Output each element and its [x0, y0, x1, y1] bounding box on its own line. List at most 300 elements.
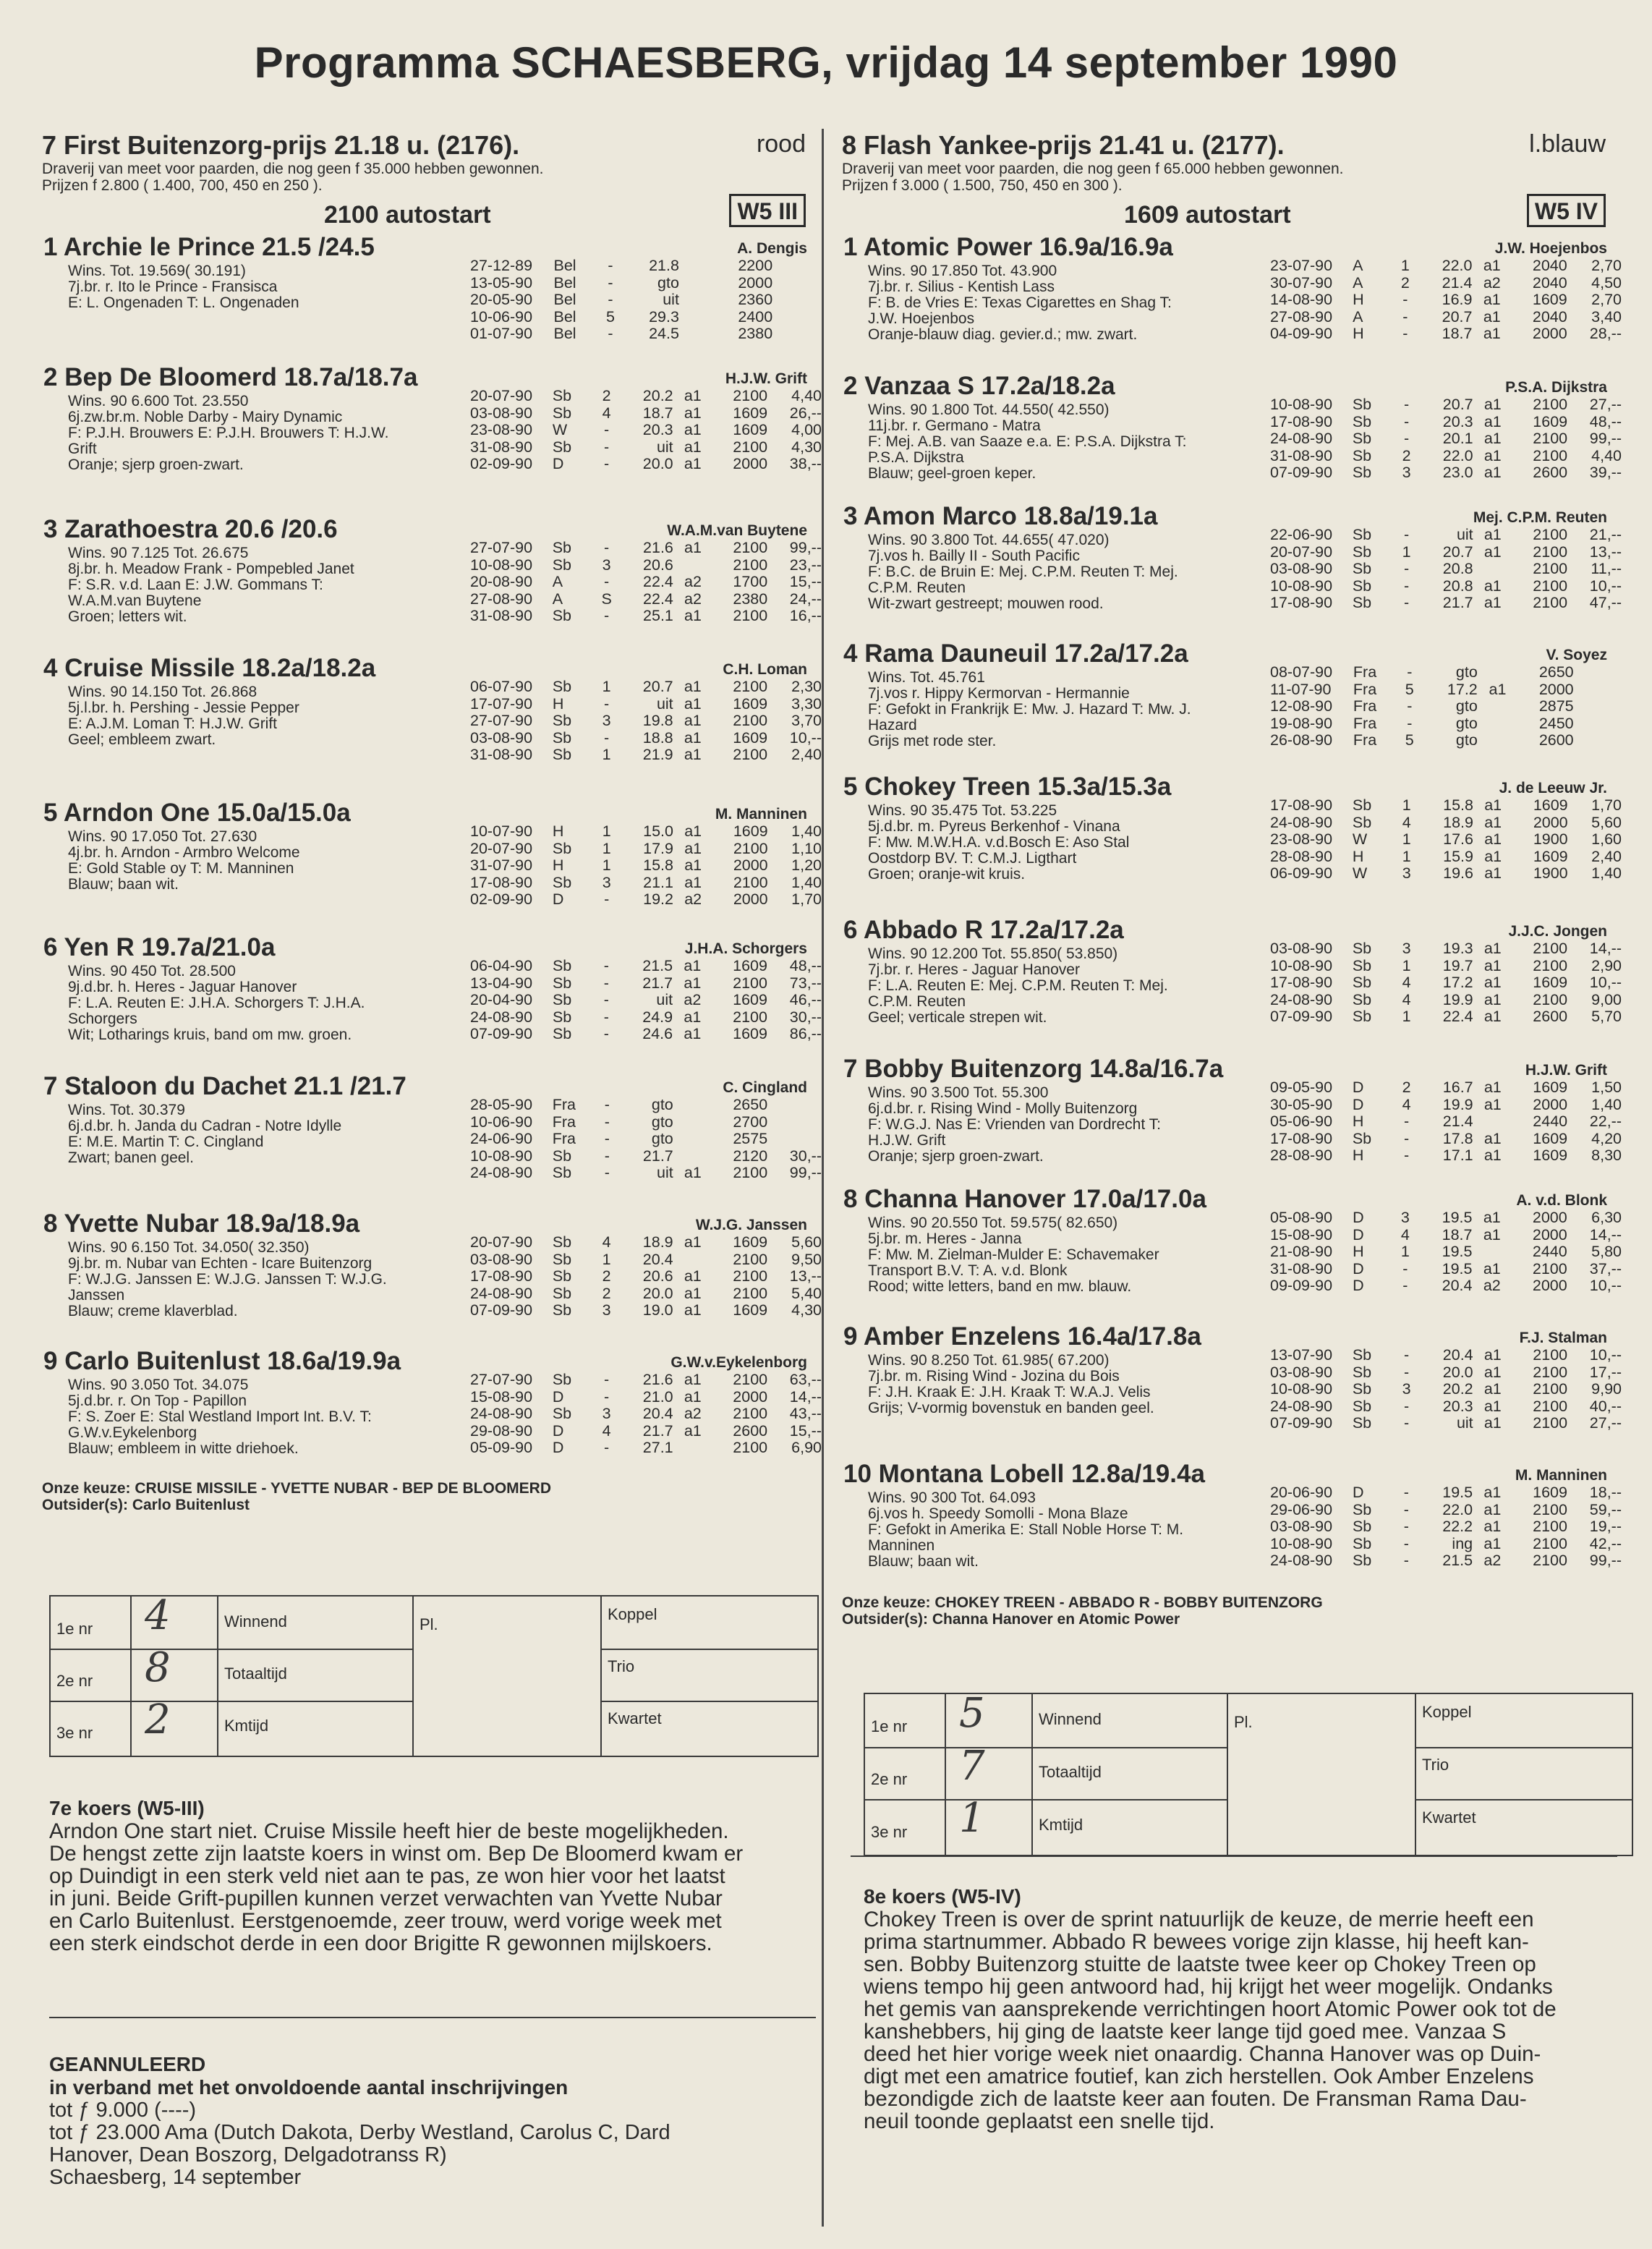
result-cell: [774, 292, 823, 309]
horse-entry: [842, 502, 1623, 639]
result-cell: 2360: [738, 291, 773, 308]
result-cell: 1609: [1533, 1079, 1568, 1096]
result-row: [469, 696, 823, 713]
result-cell: Sb: [1352, 594, 1372, 611]
result-cell: 21.4: [1442, 273, 1473, 292]
result-cell: Sb: [1352, 1363, 1372, 1381]
result-cell: gto: [1455, 714, 1478, 732]
result-row: [469, 730, 823, 747]
result-cell: Sb: [1352, 543, 1372, 561]
horse-info-line: H.J.W. Grift: [868, 1132, 946, 1149]
result-cell: ing: [1452, 1534, 1473, 1552]
result-cell: 07-09-90: [470, 1301, 533, 1319]
horse-info-line: F: L.A. Reuten E: Mej. C.P.M. Reuten T: Mej.: [868, 977, 1168, 994]
result-cell: 2600: [1533, 464, 1568, 481]
comment-line: wiens tempo hij geen antwoord had, hij krijgt het weer mogelijk. Ondanks: [864, 1975, 1553, 1999]
result-row: [469, 1406, 823, 1423]
result-cell: 3: [602, 1301, 611, 1319]
result-row: [469, 258, 823, 275]
result-cell: Sb: [1352, 956, 1372, 974]
result-row: [1269, 309, 1623, 326]
results-table: [1269, 258, 1623, 343]
result-cell: 06-07-90: [470, 678, 533, 695]
result-cell: 2700: [733, 1113, 768, 1131]
result-cell: 1609: [1533, 1484, 1567, 1501]
result-cell: [681, 292, 715, 309]
horse-info-line: Wit; Lotharings kruis, band om mw. groen.: [68, 1026, 352, 1043]
result-cell: 2440: [1532, 1243, 1567, 1260]
horse-name: 5 Arndon One 15.0a/15.0a: [43, 799, 351, 827]
result-cell: 29.3: [649, 307, 679, 326]
result-cell: 2100: [733, 873, 768, 891]
result-cell: a1: [684, 1284, 702, 1302]
result-cell: a1: [684, 607, 702, 624]
result-cell: Sb: [552, 438, 572, 456]
result-cell: 2100: [733, 1008, 767, 1026]
result-cell: 2100: [1533, 1380, 1568, 1398]
result-cell: 17.8: [1442, 1129, 1473, 1147]
result-cell: a1: [1483, 1147, 1502, 1164]
result-cell: 2,40: [791, 746, 822, 763]
result-row: [469, 823, 823, 841]
horse-info-line: Manninen: [868, 1537, 935, 1554]
result-cell: a1: [1483, 974, 1502, 991]
result-cell: D: [1352, 1095, 1364, 1113]
result-cell: [681, 275, 715, 292]
race-color: l.blauw: [1529, 130, 1606, 158]
result-cell: [675, 1131, 711, 1148]
race-conditions: [842, 161, 1623, 194]
horse-entry: [842, 1460, 1623, 1594]
result-cell: Sb: [552, 712, 572, 729]
result-cell: -: [604, 1130, 610, 1147]
result-cell: 2100: [1533, 577, 1568, 595]
horse-info-line: Rood; witte letters, band en mw. blauw.: [868, 1278, 1132, 1295]
horse-info-line: G.W.v.Eykelenborg: [68, 1424, 197, 1441]
result-cell: 27-07-90: [470, 712, 533, 729]
horse-info-line: J.W. Hoejenbos: [868, 310, 975, 327]
bet-type-label: Trio: [608, 1657, 635, 1675]
result-cell: 2600: [1533, 1008, 1568, 1025]
results-table: [1269, 396, 1623, 482]
result-row: [469, 1285, 823, 1303]
horse-entry: [42, 933, 823, 1072]
result-cell: D: [552, 1439, 564, 1456]
result-cell: 1609: [1533, 1147, 1568, 1164]
trainer-name: C.H. Loman: [723, 661, 807, 678]
result-cell: 27-08-90: [470, 590, 533, 608]
result-cell: 20-05-90: [470, 291, 533, 308]
result-cell: 13-04-90: [470, 974, 533, 992]
result-cell: D: [552, 1421, 564, 1440]
result-cell: Sb: [552, 1164, 572, 1181]
horse-info-line: E: L. Ongenaden T: L. Ongenaden: [68, 294, 299, 311]
result-cell: -: [1403, 1346, 1410, 1364]
result-cell: a1: [1483, 1259, 1501, 1277]
result-cell: 38,--: [789, 455, 822, 472]
result-row: [1269, 275, 1623, 292]
result-cell: 1609: [733, 822, 768, 840]
result-cell: 17.2: [1442, 974, 1473, 991]
result-cell: 4,40: [1591, 446, 1622, 464]
result-cell: Sb: [552, 1301, 572, 1319]
result-cell: 08-07-90: [1270, 663, 1333, 681]
result-cell: 2100: [733, 556, 768, 574]
result-cell: 24-08-90: [470, 1164, 533, 1181]
result-cell: a1: [1483, 446, 1502, 464]
result-cell: 22.4: [643, 590, 673, 608]
result-cell: 1609: [733, 694, 768, 713]
result-cell: 46,--: [789, 991, 822, 1008]
horse-info-line: Wins. 90 3.500 Tot. 55.300: [868, 1084, 1049, 1101]
result-cell: 22.4: [643, 573, 673, 590]
result-cell: D: [1353, 1225, 1364, 1243]
result-cell: 47,--: [1589, 594, 1622, 611]
result-cell: 22,--: [1589, 1113, 1622, 1130]
result-cell: a1: [1483, 1518, 1502, 1535]
result-cell: 40,--: [1589, 1397, 1622, 1415]
result-cell: Sb: [552, 1233, 572, 1251]
result-cell: a1: [684, 1008, 702, 1026]
result-row: [469, 1026, 823, 1043]
result-cell: [774, 309, 823, 326]
result-cell: -: [1403, 1397, 1410, 1415]
result-row: [1269, 544, 1623, 561]
result-cell: 02-09-90: [470, 455, 533, 472]
result-cell: 4: [1402, 974, 1411, 991]
comment-line: digt met een amatrice foutief, kan zich herstellen. Ook Amber Enzelens: [864, 2065, 1534, 2088]
result-cell: 6,30: [1591, 1209, 1622, 1226]
result-cell: 1: [1402, 796, 1411, 814]
horse-info: [868, 1215, 1302, 1295]
result-cell: 2100: [733, 387, 768, 404]
result-cell: 2,90: [1591, 956, 1622, 974]
result-cell: 2100: [733, 1405, 768, 1422]
result-cell: 5,60: [1591, 813, 1622, 831]
horse-name: 4 Rama Dauneuil 17.2a/17.2a: [843, 639, 1188, 668]
horse-info: [868, 1490, 1302, 1570]
result-row: [1269, 992, 1623, 1009]
result-cell: 3,40: [1591, 307, 1622, 326]
result-row: [1269, 732, 1623, 749]
result-cell: 1,10: [791, 839, 822, 857]
result-cell: 10-07-90: [470, 822, 533, 840]
result-cell: 86,--: [789, 1025, 822, 1042]
result-row: [469, 1114, 823, 1131]
rule: [49, 2017, 816, 2018]
result-cell: -: [1407, 714, 1413, 732]
result-cell: 20-06-90: [1270, 1484, 1333, 1501]
result-cell: 23,--: [789, 556, 822, 574]
trainer-name: J.W. Hoejenbos: [1494, 240, 1607, 257]
result-cell: [1575, 664, 1623, 681]
result-cell: 2100: [733, 607, 768, 624]
result-cell: 22.0: [1442, 446, 1473, 464]
result-cell: H: [1353, 291, 1364, 308]
results-table: [1269, 1347, 1623, 1432]
result-cell: 03-08-90: [1270, 560, 1333, 577]
result-cell: [681, 309, 715, 326]
result-cell: -: [1402, 307, 1408, 326]
result-row: [1269, 430, 1623, 448]
result-cell: Fra: [1353, 697, 1377, 715]
result-cell: 28-08-90: [1270, 847, 1333, 865]
result-row: [469, 958, 823, 975]
result-cell: Fra: [552, 1096, 576, 1113]
result-cell: 21.8: [649, 257, 679, 274]
result-cell: uit: [663, 291, 679, 308]
result-cell: Bel: [553, 307, 576, 326]
result-cell: 2100: [1533, 956, 1568, 974]
result-cell: 10-08-90: [1270, 577, 1333, 595]
row-label: 1e nr: [56, 1620, 93, 1638]
result-cell: D: [1352, 1079, 1364, 1096]
horse-info-line: C.P.M. Reuten: [868, 993, 966, 1010]
result-row: [1269, 715, 1623, 733]
result-cell: [774, 258, 823, 275]
result-cell: -: [608, 257, 613, 274]
race-title: 7 First Buitenzorg-prijs 21.18 u. (2176).: [42, 130, 520, 160]
result-cell: 2100: [733, 438, 768, 456]
result-cell: Sb: [552, 1025, 572, 1042]
result-row: [1269, 1079, 1623, 1097]
result-cell: 10-08-90: [1270, 1534, 1333, 1552]
result-cell: 2100: [1533, 1414, 1568, 1432]
result-cell: W: [552, 421, 568, 438]
comment-line: De hengst zette zijn laatste koers in winst om. Bep De Bloomerd kwam er: [49, 1842, 744, 1866]
result-cell: -: [1403, 577, 1410, 595]
result-cell: 25.1: [643, 607, 673, 624]
result-cell: Sb: [1352, 412, 1372, 430]
result-cell: H: [552, 694, 564, 713]
result-row: [1269, 396, 1623, 414]
result-cell: -: [1403, 396, 1410, 413]
result-cell: Sb: [552, 1008, 572, 1026]
result-cell: H: [552, 856, 564, 874]
horse-info-line: Blauw; embleem in witte driehoek.: [68, 1440, 299, 1457]
cancel-subtitle: in verband met het onvoldoende aantal inschrijvingen: [49, 2076, 569, 2099]
result-cell: gto: [651, 1113, 673, 1131]
comment-line: deed het hier vorige week niet onaardig. Channa Hanover was op Duin-: [864, 2042, 1541, 2066]
result-cell: 20.1: [1442, 430, 1473, 447]
result-cell: Fra: [1353, 680, 1377, 698]
result-cell: Sb: [552, 404, 572, 422]
class-badge: W5 IV: [1527, 194, 1606, 227]
result-cell: 17-08-90: [1270, 594, 1333, 611]
result-cell: 24.6: [642, 1025, 673, 1042]
result-cell: Sb: [1352, 1380, 1372, 1398]
results-table: [469, 258, 823, 343]
result-cell: a2: [1483, 1277, 1501, 1294]
result-cell: 4,00: [791, 421, 822, 438]
result-cell: Sb: [1352, 446, 1372, 464]
horse-info-line: 6j.d.br. h. Janda du Cadran - Notre Idylle: [68, 1118, 342, 1134]
comment-line: in juni. Beide Grift-pupillen kunnen verzet verwachten van Yvette Nubar: [49, 1887, 723, 1910]
horse-info-line: Oranje; sjerp groen-zwart.: [68, 456, 244, 473]
result-cell: 24-08-90: [1270, 1552, 1333, 1569]
horse-info-line: Blauw; creme klaverblad.: [68, 1303, 238, 1319]
result-cell: 20-07-90: [470, 387, 533, 404]
result-cell: 1609: [733, 1301, 768, 1319]
result-cell: 20.8: [1442, 560, 1473, 577]
result-cell: 4: [1402, 990, 1411, 1008]
result-cell: 1: [602, 839, 611, 857]
result-cell: gto: [1455, 731, 1478, 749]
result-cell: 1,40: [1591, 1095, 1622, 1113]
result-cell: 1609: [733, 1233, 768, 1251]
trainer-name: M. Manninen: [715, 806, 807, 822]
result-cell: a1: [684, 455, 702, 472]
result-cell: 30-07-90: [1270, 273, 1333, 292]
race-header: [42, 122, 823, 160]
result-cell: 6,90: [791, 1439, 822, 1456]
result-cell: Sb: [1352, 560, 1372, 577]
result-cell: 2100: [1533, 990, 1568, 1008]
result-cell: 28-05-90: [470, 1096, 533, 1113]
horse-info-line: Zwart; banen geel.: [68, 1149, 194, 1166]
result-cell: 17-08-90: [1270, 412, 1333, 430]
result-cell: a1: [1483, 594, 1502, 611]
result-row: [1269, 578, 1623, 595]
result-cell: a1: [1484, 864, 1502, 882]
result-cell: 3: [1402, 864, 1411, 882]
result-cell: a1: [1483, 291, 1501, 308]
result-cell: 21.5: [1442, 1552, 1473, 1569]
trainer-name: J.H.A. Schorgers: [684, 940, 807, 957]
result-cell: 10-06-90: [470, 1113, 533, 1131]
cancel-notice: [49, 2053, 830, 2189]
result-box-frame: [864, 1690, 1633, 1856]
result-cell: [1479, 664, 1516, 681]
result-cell: 20.4: [1442, 1346, 1473, 1364]
result-cell: 2100: [1533, 1518, 1567, 1535]
result-cell: 2100: [1533, 446, 1568, 464]
result-row: [469, 456, 823, 473]
horse-info-line: Groen; oranje-wit kruis.: [868, 866, 1026, 883]
result-cell: 1609: [733, 728, 768, 747]
result-cell: 1609: [733, 421, 768, 438]
result-cell: [675, 1251, 711, 1269]
horse-entry: [42, 1209, 823, 1347]
trainer-name: W.A.M.van Buytene: [667, 522, 807, 539]
horse-entry: [842, 372, 1623, 502]
results-table: [1269, 1079, 1623, 1165]
box-rule: [600, 1649, 817, 1650]
horse-info-line: Blauw; baan wit.: [868, 1553, 979, 1570]
result-row: [469, 857, 823, 875]
result-cell: 30-05-90: [1270, 1095, 1333, 1113]
result-cell: Sb: [552, 387, 572, 404]
result-cell: 17-08-90: [470, 873, 533, 891]
horse-info-line: Wins. 90 6.600 Tot. 23.550: [68, 393, 249, 409]
result-cell: 5: [1405, 731, 1414, 749]
result-cell: 9,90: [1591, 1380, 1622, 1398]
result-row: [1269, 1364, 1623, 1382]
result-cell: Sb: [1352, 1518, 1372, 1535]
result-cell: 30,--: [789, 1147, 822, 1165]
result-cell: 07-09-90: [470, 1025, 533, 1042]
result-cell: -: [603, 455, 610, 472]
horse-info-line: Wins. 90 8.250 Tot. 61.985( 67.200): [868, 1352, 1110, 1369]
result-cell: 20.7: [1442, 307, 1473, 326]
result-cell: a1: [1483, 1363, 1502, 1381]
horse-info-line: Wins. 90 14.150 Tot. 26.868: [68, 684, 257, 700]
result-cell: 17-08-90: [1270, 1129, 1333, 1147]
result-cell: Sb: [1352, 940, 1372, 957]
result-cell: 3: [1402, 464, 1411, 481]
result-cell: a1: [1483, 956, 1502, 974]
trainer-name: M. Manninen: [1515, 1467, 1607, 1484]
result-row: [469, 1097, 823, 1114]
result-cell: 19.2: [643, 890, 673, 908]
result-row: [1269, 258, 1623, 275]
result-cell: 31-08-90: [470, 438, 533, 456]
result-cell: 13-05-90: [470, 273, 533, 292]
results-table: [469, 540, 823, 625]
result-cell: a1: [684, 1233, 702, 1251]
bet-type-label: Koppel: [608, 1605, 657, 1623]
result-cell: 1900: [1533, 830, 1568, 848]
result-cell: 20-07-90: [470, 1233, 533, 1251]
result-cell: Fra: [1353, 663, 1377, 681]
horse-info: [68, 1377, 502, 1457]
horse-info-line: 5j.d.br. r. On Top - Papillon: [68, 1393, 247, 1409]
result-cell: [769, 1097, 823, 1114]
result-row: [469, 309, 823, 326]
horse-info-line: 9j.d.br. h. Heres - Jaguar Hanover: [68, 979, 297, 995]
result-cell: Sb: [552, 1147, 572, 1165]
result-cell: gto: [651, 1096, 673, 1113]
result-cell: a1: [1483, 1500, 1502, 1518]
result-cell: a1: [1483, 577, 1502, 595]
race-8-column: [842, 122, 1623, 1628]
result-row: [469, 405, 823, 422]
result-cell: [1575, 732, 1623, 749]
box-field-label: Winnend: [224, 1612, 287, 1631]
horse-info: [68, 964, 502, 1043]
horse-info-line: F: J.H. Kraak E: J.H. Kraak T: W.A.J. Velis: [868, 1384, 1151, 1400]
result-cell: a1: [1483, 1534, 1502, 1552]
result-cell: 2000: [1533, 1095, 1568, 1113]
result-cell: 21.6: [643, 539, 673, 556]
horse-info: [68, 1102, 502, 1166]
box-rule: [1415, 1799, 1632, 1801]
horse-info-line: F: P.J.H. Brouwers E: P.J.H. Brouwers T: H.J.W.: [68, 425, 389, 441]
result-cell: 03-08-90: [470, 728, 533, 747]
result-cell: 03-08-90: [470, 1250, 533, 1268]
result-cell: a2: [1483, 273, 1501, 292]
result-cell: 07-09-90: [1270, 1414, 1333, 1432]
result-cell: -: [1403, 1484, 1409, 1501]
horse-info-line: 5j.l.br. h. Pershing - Jessie Pepper: [68, 700, 299, 716]
result-cell: 18.9: [642, 1233, 673, 1251]
result-cell: 22.2: [1442, 1518, 1473, 1535]
horse-info: [868, 532, 1302, 612]
result-cell: a1: [1483, 412, 1502, 430]
result-row: [1269, 1261, 1623, 1278]
result-row: [469, 1423, 823, 1440]
our-choice: Onze keuze: CHOKEY TREEN - ABBADO R - BOBBY BUITENZORG: [842, 1594, 1323, 1611]
horse-info-line: 8j.br. h. Meadow Frank - Pompebled Janet: [68, 561, 354, 577]
result-cell: 1,20: [791, 856, 822, 874]
result-row: [1269, 1113, 1623, 1131]
result-cell: 4: [602, 1421, 611, 1440]
result-cell: 03-08-90: [1270, 1518, 1333, 1535]
result-cell: 2000: [1532, 325, 1567, 342]
result-cell: 10-08-90: [470, 1147, 533, 1165]
result-cell: -: [1403, 594, 1410, 611]
result-cell: 1,70: [791, 890, 822, 908]
